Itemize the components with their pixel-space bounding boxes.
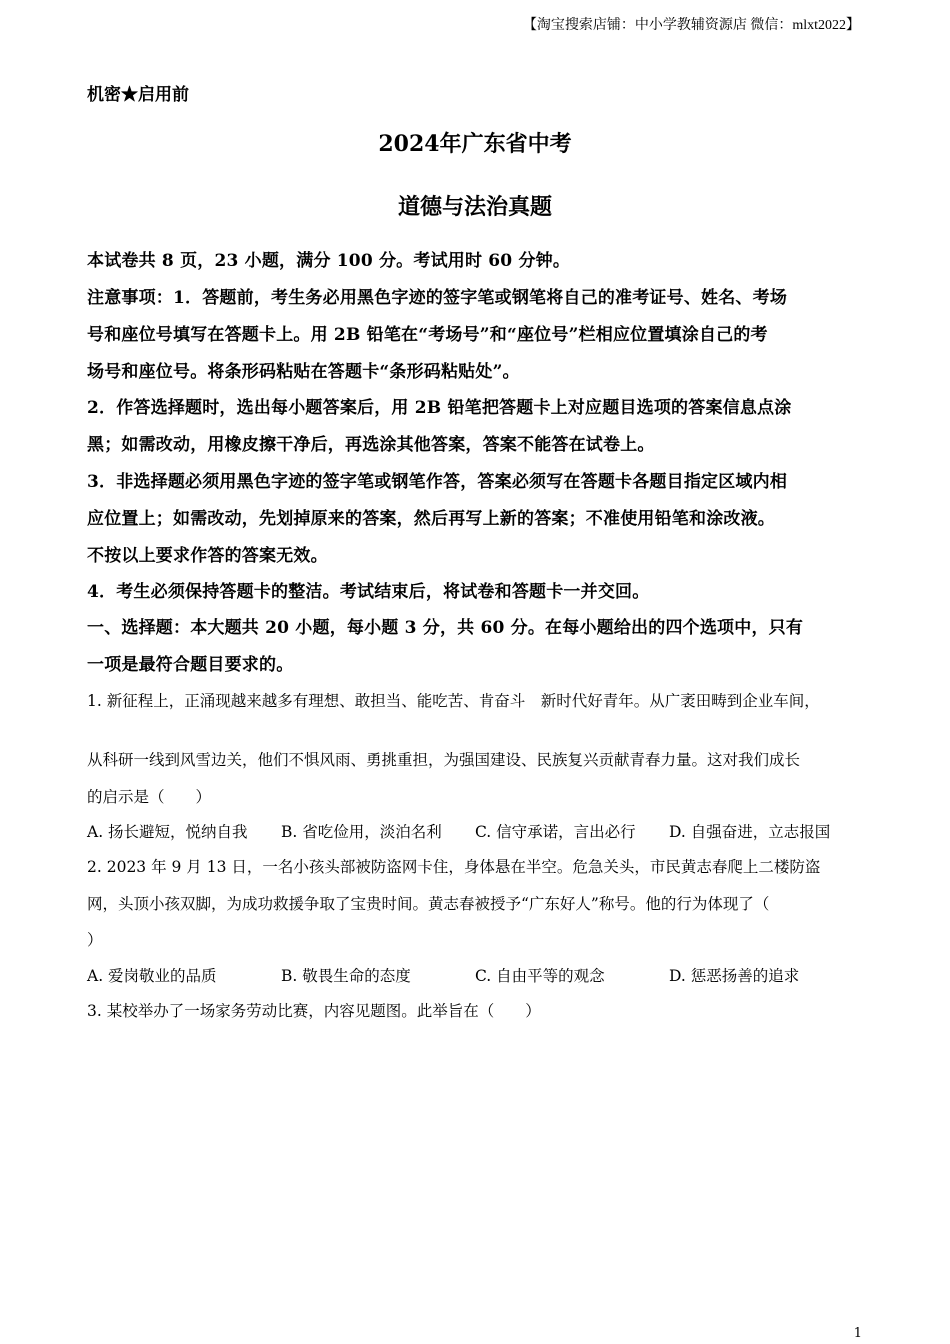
note-1-line-3: 场号和座位号。将条形码粘贴在答题卡“条形码粘贴处”。 xyxy=(87,362,520,382)
question-2-option-c: C. 自由平等的观念 xyxy=(475,967,605,985)
question-1-line-3: 的启示是（ ） xyxy=(87,788,212,806)
confidential-label: 机密★启用前 xyxy=(87,85,189,105)
note-2-line-1: 2．作答选择题时，选出每小题答案后，用 2B 铅笔把答题卡上对应题目选项的答案信息点涂 xyxy=(87,398,792,418)
question-2-line-3: ） xyxy=(87,931,103,949)
question-1-option-d: D. 自强奋进，立志报国 xyxy=(669,823,831,841)
question-2-option-b: B. 敬畏生命的态度 xyxy=(281,967,411,985)
header-note: 【淘宝搜索店铺：中小学教辅资源店 微信：mlxt2022】 xyxy=(522,18,860,33)
note-1-line-1: 注意事项：1．答题前，考生务必用黑色字迹的签字笔或钢笔将自己的准考证号、姓名、考场 xyxy=(87,288,788,308)
note-3-line-2: 应位置上；如需改动，先划掉原来的答案，然后再写上新的答案；不准使用铅笔和涂改液。 xyxy=(87,509,775,529)
note-4-line: 4．考生必须保持答题卡的整洁。考试结束后，将试卷和答题卡一并交回。 xyxy=(87,582,650,602)
question-2-line-1: 2. 2023 年 9 月 13 日，一名小孩头部被防盗网卡住，身体悬在半空。危急关头，市民黄志春爬上二楼防盗 xyxy=(87,858,821,876)
question-1-option-a: A. 扬长避短，悦纳自我 xyxy=(87,823,248,841)
note-3-line-1: 3．非选择题必须用黑色字迹的签字笔或钢笔作答，答案必须写在答题卡各题目指定区域内相 xyxy=(87,472,788,492)
section-1-heading-line-1: 一、选择题：本大题共 20 小题，每小题 3 分，共 60 分。在每小题给出的四个选项中，只有 xyxy=(87,618,804,638)
note-1-line-2: 号和座位号填写在答题卡上。用 2B 铅笔在“考场号”和“座位号”栏相应位置填涂自己的考 xyxy=(87,325,768,345)
question-2-line-2: 网，头顶小孩双脚，为成功救援争取了宝贵时间。黄志春被授予“广东好人”称号。他的行为体现了（ xyxy=(87,895,770,913)
note-2-line-2: 黑；如需改动，用橡皮擦干净后，再选涂其他答案，答案不能答在试卷上。 xyxy=(87,435,655,455)
exam-title: 2024年广东省中考 xyxy=(378,131,572,157)
exam-subtitle: 道德与法治真题 xyxy=(397,194,552,220)
page-number: 1 xyxy=(853,1326,862,1341)
question-1-line-2: 从科研一线到风雪边关，他们不惧风雨、勇挑重担，为强国建设、民族复兴贡献青春力量。这对我们成长 xyxy=(87,751,801,769)
intro-line: 本试卷共 8 页，23 小题，满分 100 分。考试用时 60 分钟。 xyxy=(87,251,571,271)
question-3-line-1: 3. 某校举办了一场家务劳动比赛，内容见题图。此举旨在（ ） xyxy=(87,1002,541,1020)
note-3-line-3: 不按以上要求作答的答案无效。 xyxy=(87,546,328,566)
question-2-option-a: A. 爱岗敬业的品质 xyxy=(87,967,217,985)
question-1-option-b: B. 省吃俭用，淡泊名利 xyxy=(281,823,442,841)
question-1-line-1: 1. 新征程上，正涌现越来越多有理想、敢担当、能吃苦、肯奋斗 新时代好青年。从广袤田畴到企业车间， xyxy=(87,692,820,710)
question-2-option-d: D. 惩恶扬善的追求 xyxy=(669,967,800,985)
section-1-heading-line-2: 一项是最符合题目要求的。 xyxy=(87,655,294,675)
question-1-option-c: C. 信守承诺，言出必行 xyxy=(475,823,636,841)
